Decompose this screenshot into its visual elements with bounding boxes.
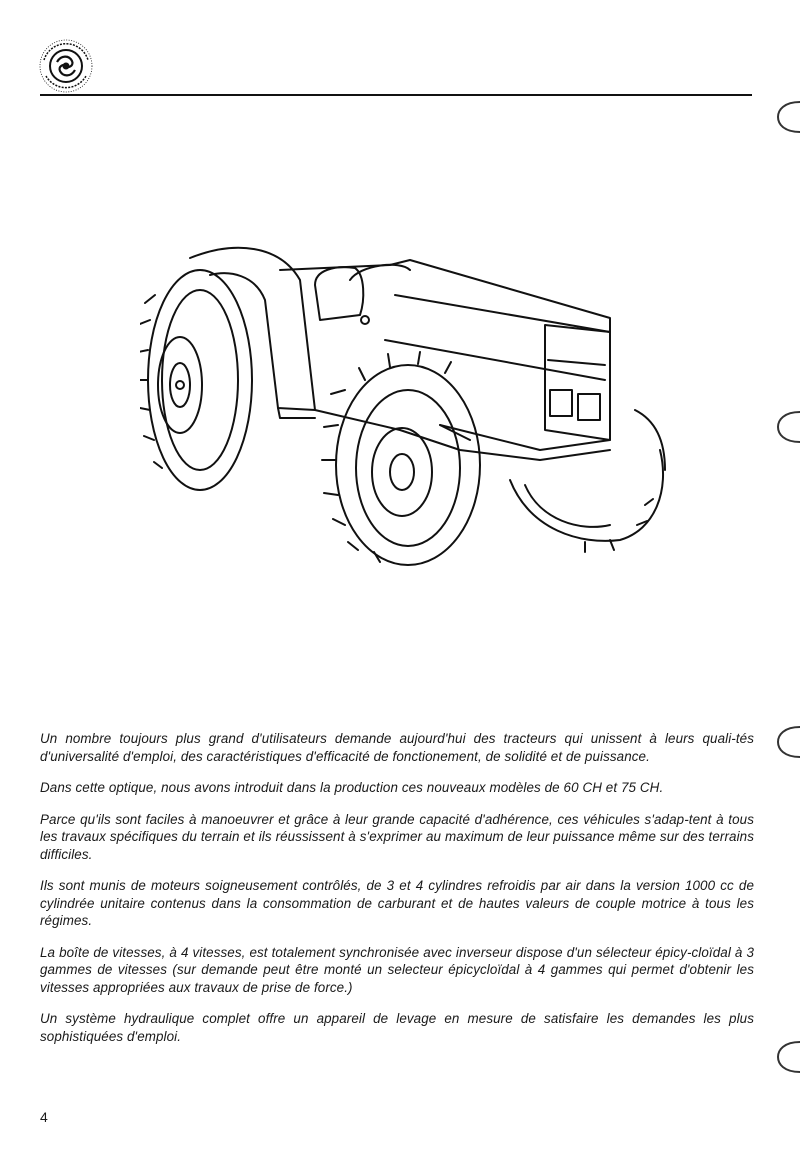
tractor-illustration [140, 240, 680, 580]
binder-hole-icon [776, 100, 800, 134]
same-group-logo-icon [38, 38, 94, 94]
paragraph-intro: Un nombre toujours plus grand d'utilisateurs demande aujourd'hui des tracteurs qui unissent à leurs quali-tés d'universalité d'emploi, des caractéristiques d'efficacité de fonctionement, de solidité et de puissance. [40, 731, 754, 764]
paragraph-gearbox: La boîte de vitesses, à 4 vitesses, est totalement synchronisée avec inverseur dispose d'un sélecteur épicy-cloïdal à 3 gammes de vitesses (sur demande peut être monté un selecteur épicycloïdal à 4 gammes qui permet d'obtenir les vitesses appropriées aux travaux de prise de force.) [40, 944, 754, 995]
binder-hole-icon [776, 410, 800, 444]
paragraph-models: Dans cette optique, nous avons introduit dans la production ces nouveaux modèles de 60 CH et 75 CH. [40, 780, 664, 795]
paragraph-engines: Ils sont munis de moteurs soigneusement contrôlés, de 3 et 4 cylindres refroidis par air dans la version 1000 cc de cylindrée unitaire contenus dans la consommation de carburant et de hautes valeurs de couple motrice à tous les régimes. [40, 878, 754, 928]
paragraph-manoeuvrability: Parce qu'ils sont faciles à manoeuvrer et grâce à leur grande capacité d'adhérence, ces véhicules s'adap-tent à tous les travaux spécifiques du terrain et ils réussissent à s'exprimer au maximum de leur puissance même sur des terrains difficiles. [40, 811, 754, 862]
paragraph-hydraulics: Un système hydraulique complet offre un appareil de levage en mesure de satisfaire les demandes les plus sophistiquées d'emploi. [40, 1011, 754, 1044]
binder-hole-icon [776, 1040, 800, 1074]
page-number: 4 [40, 1109, 48, 1125]
body-text [40, 730, 754, 1059]
header-rule [40, 94, 752, 96]
binder-hole-icon [776, 725, 800, 759]
